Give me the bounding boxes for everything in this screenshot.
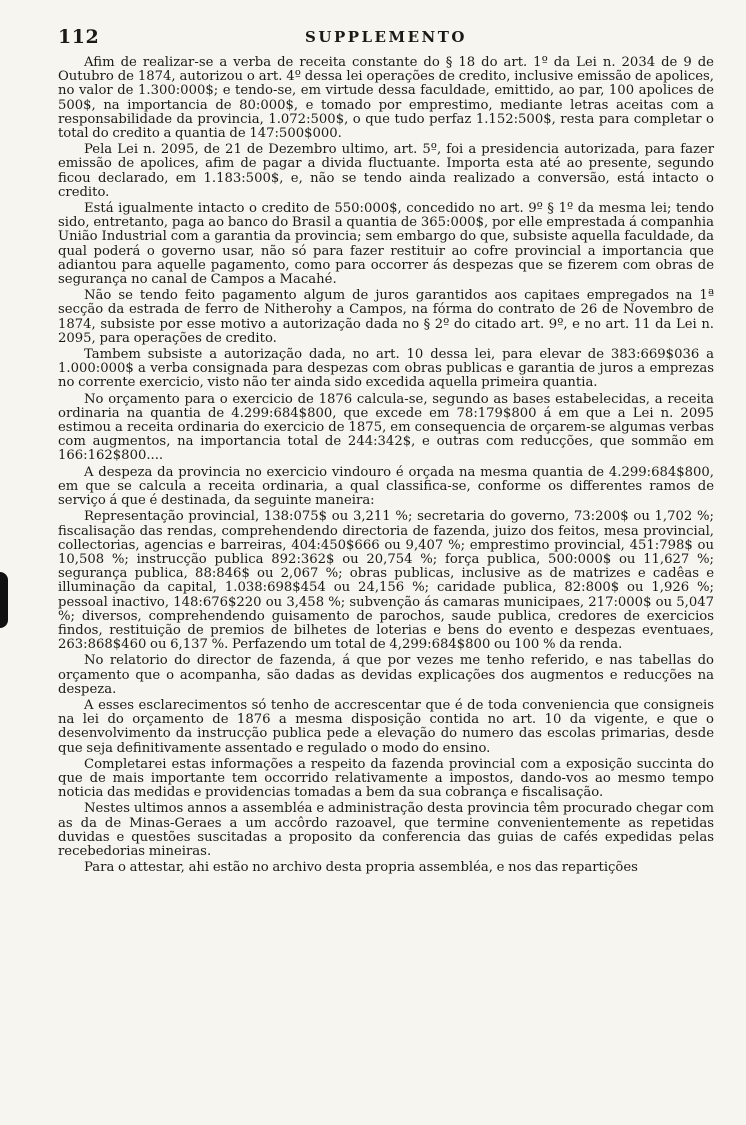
paragraph-tax-information: Completarei estas informações a respeito da fazenda provincial com a exposição succinta do que de mais importante tem occorrido relativamente a impostos, dando-vos ao mesmo tempo noticia das medidas e providencias tomadas a bem da sua cobrança e fiscalisação. xyxy=(58,756,714,801)
paragraph-credit-operations: Afim de realizar-se a verba de receita constante do § 18 do art. 1º da Lei n. 2034 de 9 de Outubro de 1874, autorizou o art. 4º dessa lei operações de credito, inclusive emissão de apolices, no valor de 1.300:000$; e tendo-se, em virtude dessa faculdade, emittido, ao par, 100 apolices de 500$, na importancia de 80:000$, e tomado por emprestimo, mediante letras aceitas com a responsabilidade da provincia, 1.072:500$, o que tudo perfaz 1.152:500$, resta para completar o total do credito a quantia de 147:500$000. xyxy=(58,55,714,142)
paragraph-expense-estimate: A despeza da provincia no exercicio vindouro é orçada na mesma quantia de 4.299:684$800, em que se calcula a receita ordinaria, a qual classifica-se, conforme os differentes ramos de serviço á que é destinada, da seguinte maneira: xyxy=(58,464,714,509)
paragraph-director-report: No relatorio do director de fazenda, á que por vezes me tenho referido, e nas tabellas do orçamento que o acompanha, são dadas as devidas explicações dos augmentos e reducções na despeza. xyxy=(58,653,714,697)
paragraph-minas-geraes-agreement: Nestes ultimos annos a assembléa e administração desta provincia têm procurado chegar com as da de Minas-Geraes a um accôrdo razoavel, que termine convenientemente as repetidas duvidas e questões suscitadas a proposito da conferencia das guias de cafés expedidas pelas recebedorias mineiras. xyxy=(58,801,714,859)
paragraph-guaranteed-interest: Não se tendo feito pagamento algum de juros garantidos aos capitaes empregados na 1ª secção da estrada de ferro de Nitherohy a Campos, na fórma do contrato de 26 de Novembro de 1874, subsiste por esse motivo a autorização dada no § 2º do citado art. 9º, e no art. 11 da Lei n. 2095, para operações de credito. xyxy=(58,288,714,346)
paragraph-archive: Para o attestar, ahi estão no archivo desta propria assembléa, e nos das repartições xyxy=(84,860,638,876)
binding-shadow xyxy=(0,572,8,628)
paragraph-budget-1876: No orçamento para o exercicio de 1876 calcula-se, segundo as bases estabelecidas, a receita ordinaria na quantia de 4.299:684$800, que excede em 78:179$800 á em que a Lei n. 2095 estimou a receita ordinaria do exercicio de 1875, em consequencia de orçarem-se algumas verbas com augmentos, na importancia total de 244:342$, e outras com reducções, que sommão em 166:162$800.... xyxy=(58,391,714,464)
document-page xyxy=(58,26,714,877)
paragraph-recommendations: A esses esclarecimentos só tenho de accrescentar que é de toda conveniencia que consigneis na lei do orçamento de 1876 a mesma disposição contida no art. 10 da vigente, e que o desenvolvimento da instrucção publica pede a elevação do numero das escolas primarias, desde que seja definitivamente assentado e regulado o modo do ensino. xyxy=(58,697,714,756)
body-text xyxy=(58,56,714,875)
page-header xyxy=(58,26,714,50)
running-title: SUPPLEMENTO xyxy=(305,28,467,46)
paragraph-expense-breakdown: Representação provincial, 138:075$ ou 3,211 %; secretaria do governo, 73:200$ ou 1,702 %; fiscalisação das rendas, comprehendendo directoria de fazenda, juizo dos feitos, mesa provincial, collectorias, agencias e barreiras, 404:450$666 ou 9,407 %; emprestimo provincial, 451:798$ ou 10,508 %; instrucção publica 892:362$ ou 20,754 %; força publica, 500:000$ ou 11,627 %; segurança publica, 88:846$ ou 2,067 %; obras publicas, inclusive as de matrizes e cadêas e illuminação da capital, 1.038:698$454 ou 24,156 %; caridade publica, 82:800$ ou 1,926 %; pessoal inactivo, 148:676$220 ou 3,458 %; subvenção ás camaras municipaes, 217:000$ ou 5,047 %; diversos, comprehendendo guisamento de parochos, saude publica, credores de exercicios findos, restituição de premios de bilhetes de loterias e bens do evento e despezas eventuaes, 263:868$460 ou 6,137 %. Perfazendo um total de 4,299:684$800 ou 100 % da renda. xyxy=(58,509,714,653)
paragraph-apolices-emission: Pela Lei n. 2095, de 21 de Dezembro ultimo, art. 5º, foi a presidencia autorizada, para fazer emissão de apolices, afim de pagar a divida fluctuante. Importa esta até ao presente, segundo ficou declarado, em 1.183:500$, e, não se tendo ainda realizado a conversão, está intacto o credito. xyxy=(58,142,714,200)
paragraph-public-works-authorization: Tambem subsiste a autorização dada, no art. 10 dessa lei, para elevar de 383:669$036 a 1.000:000$ a verba consignada para despezas com obras publicas e garantia de juros a emprezas no corrente exercicio, visto não ter ainda sido excedida aquella primeira quantia. xyxy=(58,347,714,391)
page-number: 112 xyxy=(58,26,100,48)
paragraph-intact-credit: Está igualmente intacto o credito de 550:000$, concedido no art. 9º § 1º da mesma lei; tendo sido, entretanto, paga ao banco do Brasil a quantia de 365:000$, por elle emprestada á companhia União Industrial com a garantia da provincia; sem embargo do que, subsiste aquella faculdade, da qual poderá o governo usar, não só para fazer restituir ao cofre provincial a importancia que adiantou para aquelle pagamento, como para occorrer ás despezas que se fizerem com obras de segurança no canal de Campos a Macahé. xyxy=(58,201,714,288)
